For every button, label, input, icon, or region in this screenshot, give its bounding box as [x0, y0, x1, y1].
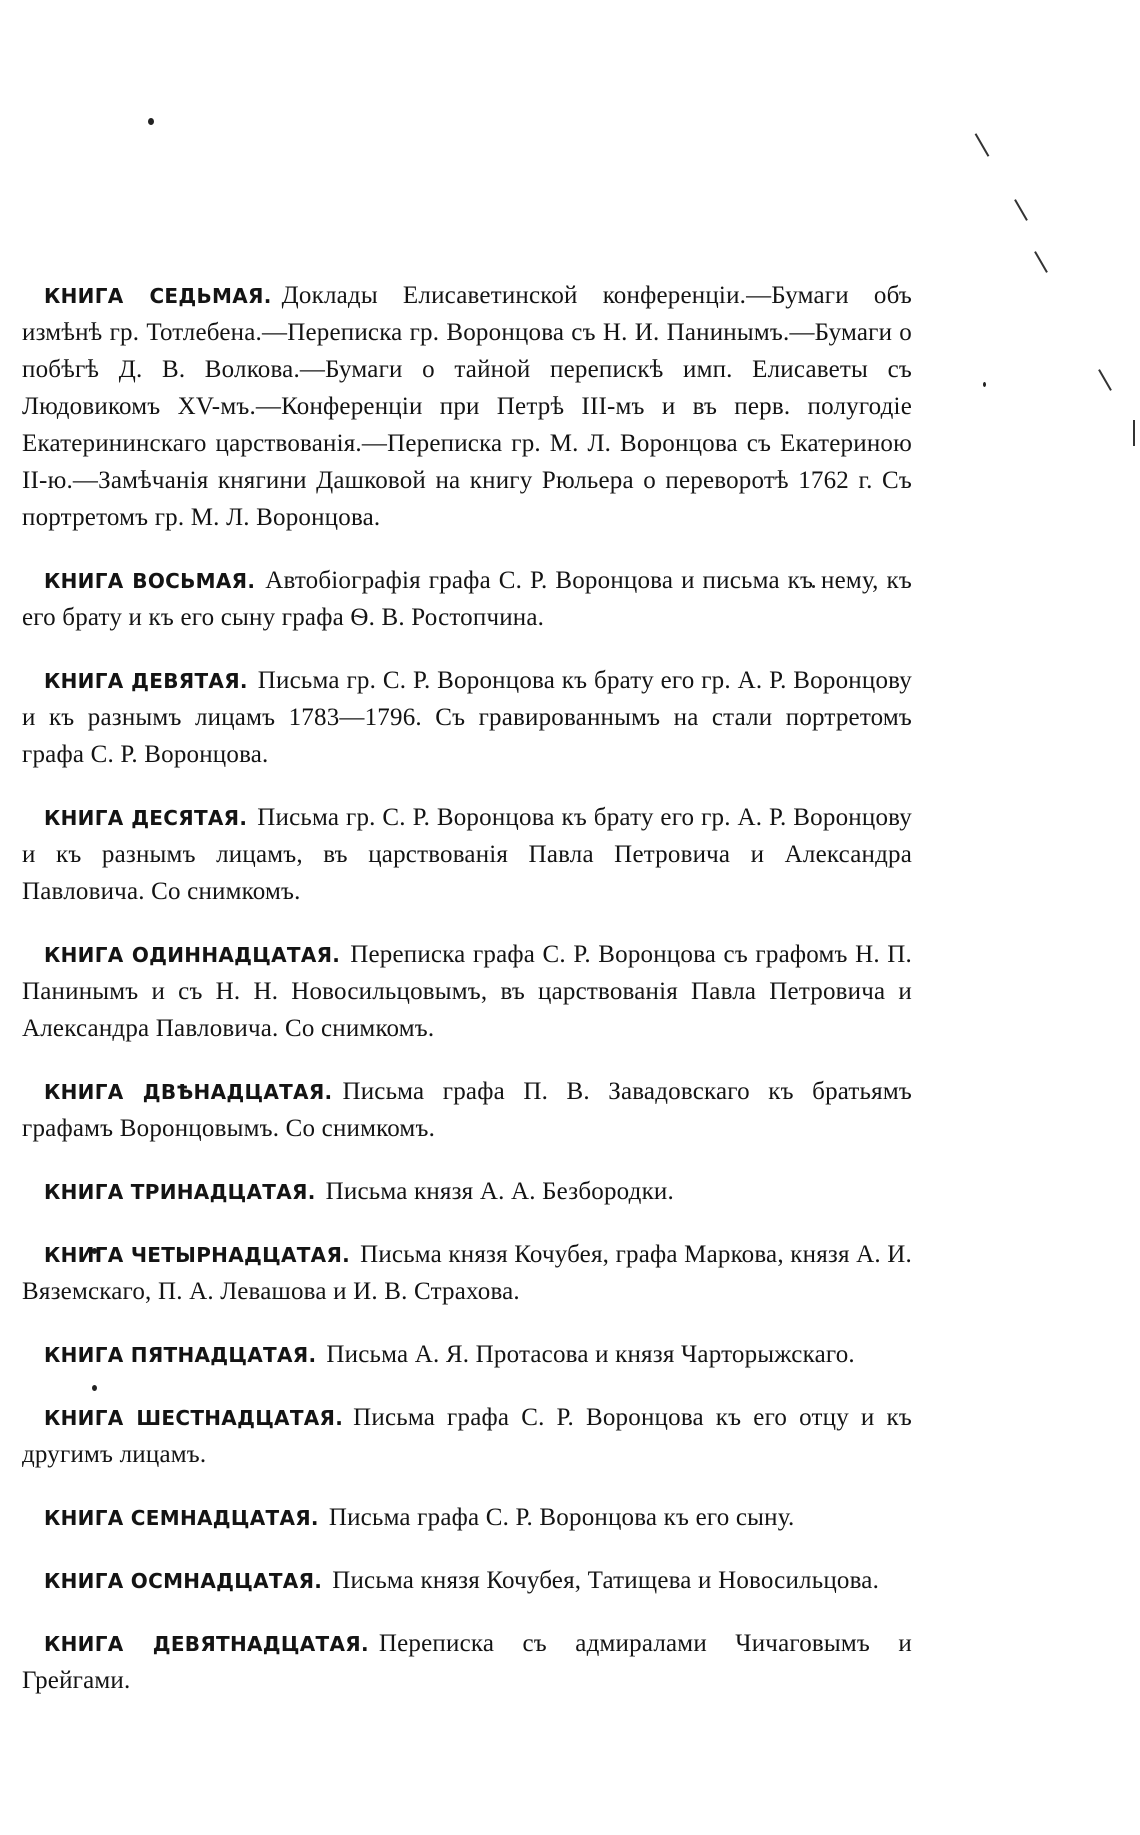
book-title: КНИГА ТРИНАДЦАТАЯ. [44, 1180, 316, 1204]
book-title: КНИГА ДВѢНАДЦАТАЯ. [44, 1080, 333, 1104]
book-entry-17 [22, 1499, 912, 1536]
book-entry-8 [22, 562, 912, 636]
book-title: КНИГА ШЕСТНАДЦАТАЯ. [44, 1406, 344, 1430]
book-description: Письма графа П. В. Завадовскаго къ братьямъ графамъ Воронцовымъ. Со снимкомъ. [22, 1078, 912, 1142]
book-title: КНИГА ВОСЬМАЯ. [44, 569, 256, 593]
scan-speck [148, 118, 154, 125]
book-entry-14 [22, 1236, 912, 1310]
book-entry-12 [22, 1073, 912, 1147]
book-entry-7 [22, 277, 912, 536]
book-entry-11 [22, 936, 912, 1047]
scan-mark [975, 133, 990, 157]
book-description: Письма князя Кочубея, графа Маркова, князя А. И. Вяземскаго, П. А. Левашова и И. В. Страхова. [22, 1241, 912, 1305]
book-description: Письма князя А. А. Безбородки. [325, 1178, 674, 1205]
book-title: КНИГА ДЕВЯТАЯ. [44, 669, 248, 693]
book-title: КНИГА СЕМНАДЦАТАЯ. [44, 1506, 319, 1530]
scan-mark [1034, 251, 1048, 273]
book-entry-18 [22, 1562, 912, 1599]
scan-mark [1098, 369, 1112, 391]
book-entry-15 [22, 1336, 912, 1373]
scan-speck [983, 382, 986, 387]
book-title: КНИГА ЧЕТЫРНАДЦАТАЯ. [44, 1243, 351, 1267]
book-description: Письма графа С. Р. Воронцова къ его сыну. [328, 1504, 795, 1531]
book-title: КНИГА ДЕВЯТНАДЦАТАЯ. [44, 1632, 369, 1656]
book-description: Письма графа С. Р. Воронцова къ его отцу и къ другимъ лицамъ. [22, 1404, 912, 1468]
book-title: КНИГА ОДИННАДЦАТАЯ. [44, 943, 341, 967]
book-title: КНИГА ПЯТНАДЦАТАЯ. [44, 1343, 317, 1367]
book-entry-9 [22, 662, 912, 773]
book-title: КНИГА ОСМНАДЦАТАЯ. [44, 1569, 323, 1593]
book-title: КНИГА СЕДЬМАЯ. [44, 284, 272, 308]
book-title: КНИГА ДЕСЯТАЯ. [44, 806, 248, 830]
book-description: Доклады Елисаветинской конференціи.—Бумаги объ измѣнѣ гр. Тотлебена.—Переписка гр. Воронцова съ Н. И. Панинымъ.—Бумаги о побѣгѣ Д. В. Волкова.—Бумаги о тайной перепискѣ имп. Елисаветы съ Людовикомъ XV-мъ.—Конференціи при Петрѣ III-мъ и въ перв. полугодіе Екатерининскаго царствованія.—Переписка гр. М. Л. Воронцова съ Екатериною II-ю.—Замѣчанія княгини Дашковой на книгу Рюльера о переворотѣ 1762 г. Съ портретомъ гр. М. Л. Воронцова. [22, 282, 912, 531]
book-description: Переписка съ адмиралами Чичаговымъ и Грейгами. [22, 1630, 912, 1694]
scan-mark [1014, 199, 1028, 221]
book-description: Автобіографія графа С. Р. Воронцова и письма къ нему, къ его брату и къ его сыну графа Ѳ. В. Ростопчина. [22, 567, 912, 631]
scan-mark [1133, 420, 1135, 446]
book-entry-16 [22, 1399, 912, 1473]
book-entry-13 [22, 1173, 912, 1210]
book-description: Переписка графа С. Р. Воронцова съ графомъ Н. П. Панинымъ и съ Н. Н. Новосильцовымъ, въ царствованія Павла Петровича и Александра Павловича. Со снимкомъ. [22, 941, 912, 1042]
book-entry-19 [22, 1625, 912, 1699]
book-entry-10 [22, 799, 912, 910]
book-description: Письма А. Я. Протасова и князя Чарторыжскаго. [326, 1341, 855, 1368]
book-description: Письма князя Кочубея, Татищева и Новосильцова. [332, 1567, 880, 1594]
table-of-contents [22, 277, 912, 1725]
book-description: Письма гр. С. Р. Воронцова къ брату его гр. А. Р. Воронцову и къ разнымъ лицамъ 1783—1796. Съ гравированнымъ на стали портретомъ графа С. Р. Воронцова. [22, 667, 912, 768]
book-description: Письма гр. С. Р. Воронцова къ брату его гр. А. Р. Воронцову и къ разнымъ лицамъ, въ царствованія Павла Петровича и Александра Павловича. Со снимкомъ. [22, 804, 912, 905]
